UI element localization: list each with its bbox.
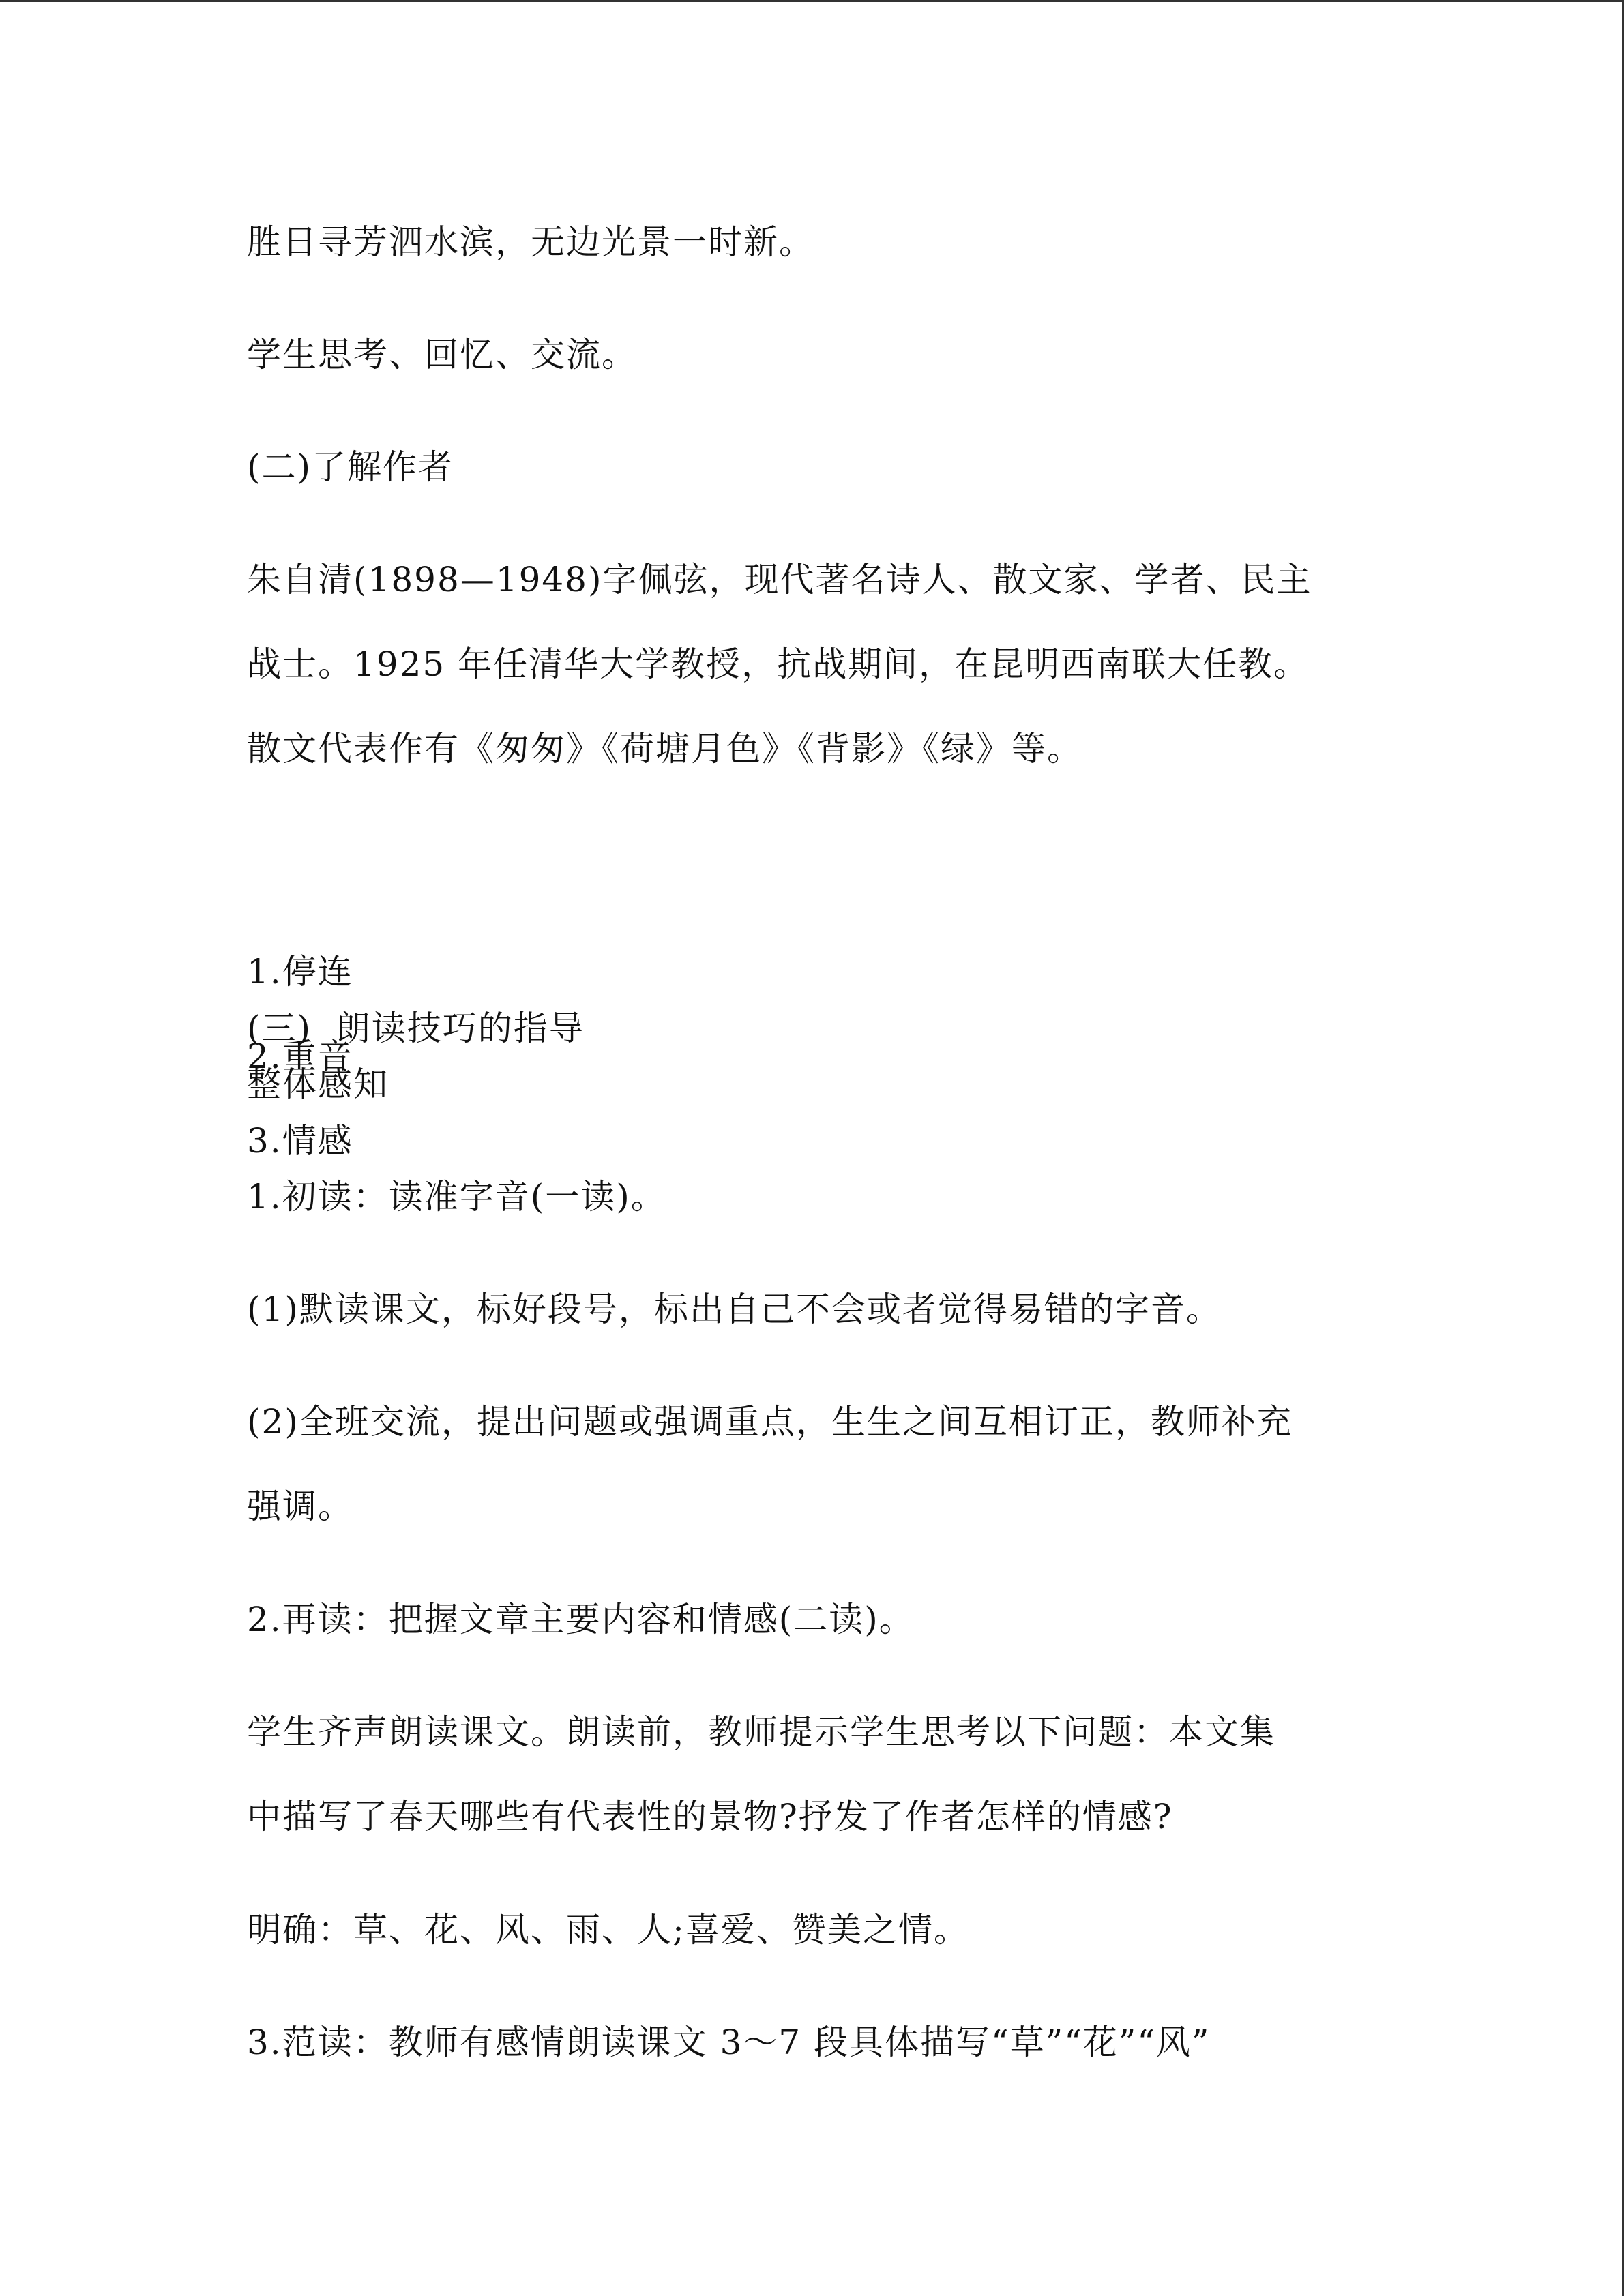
text-line: 朱自清(1898—1948)字佩弦，现代著名诗人、散文家、学者、民主 — [247, 560, 1312, 599]
second-read-task — [247, 1690, 1393, 1859]
text-line: 学生思考、回忆、交流。 — [247, 335, 637, 374]
text-line: 1.初读：读准字音(一读)。 — [247, 1177, 666, 1217]
text-line: 学生齐声朗读课文。朗读前，教师提示学生思考以下问题：本文集 — [247, 1712, 1275, 1752]
text-line: 强调。 — [247, 1487, 353, 1526]
text-line: 胜日寻芳泗水滨，无边光景一时新。 — [247, 222, 814, 262]
first-read — [247, 1154, 1393, 1239]
text-line: 散文代表作有《匆匆》《荷塘月色》《背影》《绿》等。 — [247, 729, 1082, 769]
text-line: (1)默读课文，标好段号，标出自己不会或者觉得易错的字音。 — [247, 1289, 1222, 1329]
text-line: (2)全班交流，提出问题或强调重点，生生之间互相订正，教师补充 — [247, 1402, 1293, 1442]
poem-line — [247, 200, 1393, 284]
skill-item: 3.情感 — [247, 1121, 353, 1161]
second-read-answer — [247, 1888, 1393, 1972]
heading-author — [247, 425, 1393, 509]
model-read — [247, 2000, 1393, 2085]
first-read-step-1 — [247, 1267, 1393, 1352]
skill-item: 2.重音 — [247, 1037, 353, 1076]
text-line: 战士。1925 年任清华大学教授，抗战期间，在昆明西南联大任教。 — [247, 644, 1310, 684]
first-read-step-2 — [247, 1380, 1393, 1549]
text-line: 3.范读：教师有感情朗读课文 3～7 段具体描写“草”“花”“风” — [247, 2023, 1211, 2062]
text-line: 2.再读：把握文章主要内容和情感(二读)。 — [247, 1600, 915, 1639]
heading-overall — [247, 1042, 1393, 1127]
section-heading: (二)了解作者 — [247, 447, 454, 487]
student-activity — [247, 312, 1393, 397]
section-heading: (三) 朗读技巧的指导 — [247, 1009, 585, 1048]
author-bio — [247, 537, 1393, 791]
text-line: 明确：草、花、风、雨、人;喜爱、赞美之情。 — [247, 1910, 969, 1950]
skill-item: 1.停连 — [247, 952, 353, 992]
second-read — [247, 1577, 1393, 1662]
section-heading: 整体感知 — [247, 1064, 389, 1104]
text-line: 中描写了春天哪些有代表性的景物?抒发了作者怎样的情感? — [247, 1797, 1173, 1836]
